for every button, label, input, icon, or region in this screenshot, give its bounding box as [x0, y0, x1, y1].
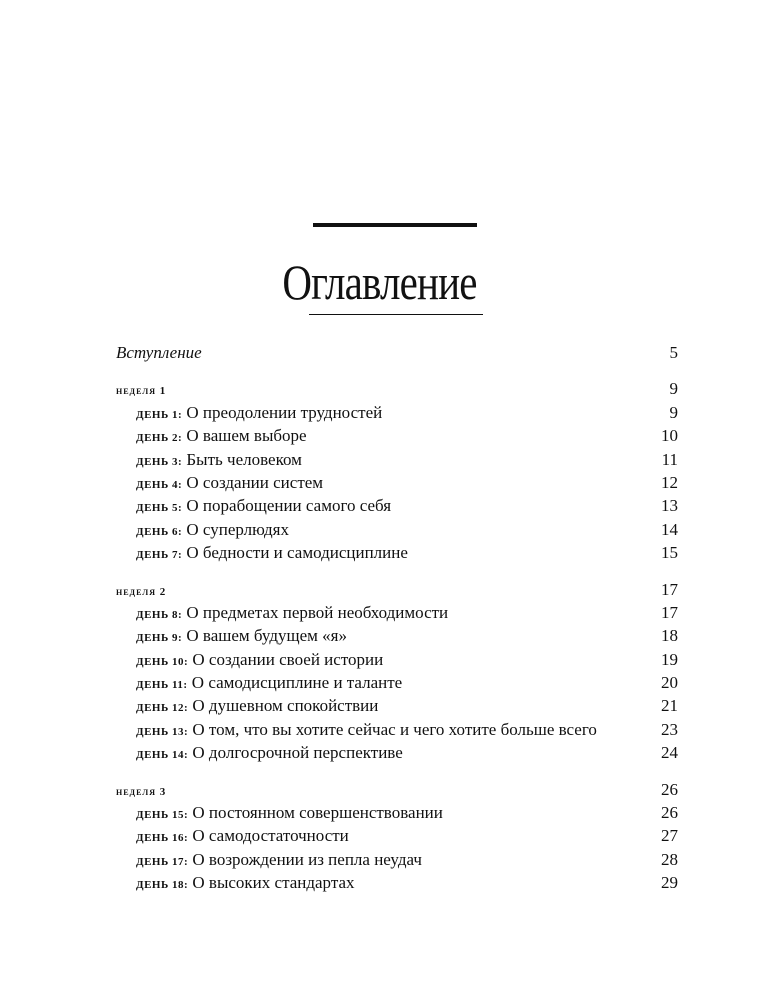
day-number: ДЕНЬ 13: [136, 725, 189, 738]
toc-page-number: 27 [661, 826, 678, 846]
day-number: ДЕНЬ 8: [136, 608, 183, 621]
toc-day-entry[interactable] [116, 850, 678, 873]
top-rule [313, 223, 477, 227]
day-title: О вашем будущем «я» [186, 626, 347, 646]
toc-day-entry[interactable] [116, 626, 678, 649]
day-entry-label [136, 626, 347, 646]
toc-entry-label: Вступление [116, 343, 202, 362]
toc-page-number: 19 [661, 649, 678, 669]
day-number: ДЕНЬ 16: [136, 832, 189, 845]
week-label: неделя 2 [116, 585, 167, 598]
day-title: О долгосрочной перспективе [192, 743, 403, 763]
toc-page-number: 24 [661, 743, 678, 763]
toc-page-number: 10 [661, 426, 678, 446]
day-number: ДЕНЬ 1: [136, 408, 183, 421]
toc-day-entry[interactable] [116, 873, 678, 896]
toc-page-number: 13 [661, 496, 678, 516]
day-title: О том, что вы хотите сейчас и чего хотите больше всего [192, 719, 597, 739]
toc-day-entry[interactable] [116, 650, 678, 673]
week-label: неделя 1 [116, 385, 167, 398]
toc-day-entry[interactable] [116, 496, 678, 519]
toc-page-number: 12 [661, 472, 678, 492]
day-entry-label [136, 543, 408, 563]
toc-week-heading[interactable] [116, 780, 678, 803]
day-title: О предметах первой необходимости [186, 602, 449, 622]
day-title: Быть человеком [186, 449, 302, 469]
day-title: О высоких стандартах [192, 873, 355, 893]
day-number: ДЕНЬ 14: [136, 749, 189, 762]
day-number: ДЕНЬ 9: [136, 632, 183, 645]
day-entry-label [136, 696, 378, 716]
toc-page-number: 15 [661, 543, 678, 563]
toc-page-number: 5 [669, 343, 678, 362]
toc-day-entry[interactable] [116, 803, 678, 826]
toc-page-number: 20 [661, 673, 678, 693]
toc-page-number: 17 [661, 579, 678, 599]
day-number: ДЕНЬ 2: [136, 432, 183, 445]
toc-page-number: 11 [661, 449, 678, 469]
day-number: ДЕНЬ 10: [136, 655, 189, 668]
day-entry-label [136, 850, 422, 870]
toc-day-entry[interactable] [116, 473, 678, 496]
day-number: ДЕНЬ 4: [136, 478, 183, 491]
day-number: ДЕНЬ 11: [136, 679, 188, 692]
day-title: О возрождении из пепла неудач [192, 849, 422, 869]
toc-day-entry[interactable] [116, 403, 678, 426]
week-label: неделя 3 [116, 785, 167, 798]
toc-page-number: 29 [661, 873, 678, 893]
day-entry-label [136, 673, 402, 693]
day-title: О самодостаточности [192, 826, 349, 846]
day-entry-label [136, 520, 289, 540]
day-entry-label [136, 496, 391, 516]
day-entry-label [136, 650, 383, 670]
day-title: О создании систем [186, 472, 324, 492]
day-number: ДЕНЬ 6: [136, 525, 183, 538]
toc-week-heading[interactable] [116, 379, 678, 402]
toc-day-entry[interactable] [116, 520, 678, 543]
day-entry-label [136, 873, 355, 893]
toc-day-entry[interactable] [116, 450, 678, 473]
toc-page-number: 17 [661, 602, 678, 622]
day-title: О порабощении самого себя [186, 496, 392, 516]
day-number: ДЕНЬ 17: [136, 855, 189, 868]
toc-day-entry[interactable] [116, 603, 678, 626]
table-of-contents [116, 343, 678, 897]
day-number: ДЕНЬ 3: [136, 455, 183, 468]
day-title: О бедности и самодисциплине [186, 543, 408, 563]
day-entry-label [136, 473, 323, 493]
day-entry-label [136, 450, 302, 470]
day-number: ДЕНЬ 15: [136, 809, 189, 822]
title-underline [309, 314, 483, 315]
page-title: Оглавление [282, 254, 477, 310]
day-entry-label [136, 426, 307, 446]
toc-page-number: 9 [669, 402, 678, 422]
day-title: О преодолении трудностей [186, 402, 383, 422]
toc-page-number: 14 [661, 519, 678, 539]
toc-week-heading[interactable] [116, 580, 678, 603]
day-number: ДЕНЬ 7: [136, 549, 183, 562]
day-title: О создании своей истории [192, 649, 384, 669]
toc-page-number: 23 [661, 719, 678, 739]
toc-page-number: 26 [661, 803, 678, 823]
day-entry-label [136, 743, 403, 763]
day-title: О самодисциплине и таланте [191, 673, 403, 693]
toc-day-entry[interactable] [116, 543, 678, 566]
toc-day-entry[interactable] [116, 426, 678, 449]
day-title: О вашем выборе [186, 426, 307, 446]
day-entry-label [136, 403, 382, 423]
day-title: О постоянном совершенствовании [192, 803, 443, 823]
toc-page-number: 26 [661, 779, 678, 799]
toc-day-entry[interactable] [116, 696, 678, 719]
toc-page-number: 28 [661, 849, 678, 869]
day-number: ДЕНЬ 5: [136, 502, 183, 515]
weeks-list [116, 379, 678, 896]
day-entry-label [136, 803, 443, 823]
toc-day-entry[interactable] [116, 826, 678, 849]
day-title: О душевном спокойствии [192, 696, 379, 716]
day-number: ДЕНЬ 12: [136, 702, 189, 715]
day-number: ДЕНЬ 18: [136, 879, 189, 892]
day-entry-label [136, 603, 448, 623]
toc-page-number: 9 [669, 379, 678, 399]
toc-page-number: 18 [661, 626, 678, 646]
day-title: О суперлюдях [186, 519, 289, 539]
toc-day-entry[interactable] [116, 720, 678, 743]
toc-day-entry[interactable] [116, 743, 678, 766]
toc-entry-intro[interactable] [116, 343, 678, 366]
day-entry-label [136, 826, 349, 846]
toc-day-entry[interactable] [116, 673, 678, 696]
toc-page-number: 21 [661, 696, 678, 716]
day-entry-label [136, 720, 597, 740]
